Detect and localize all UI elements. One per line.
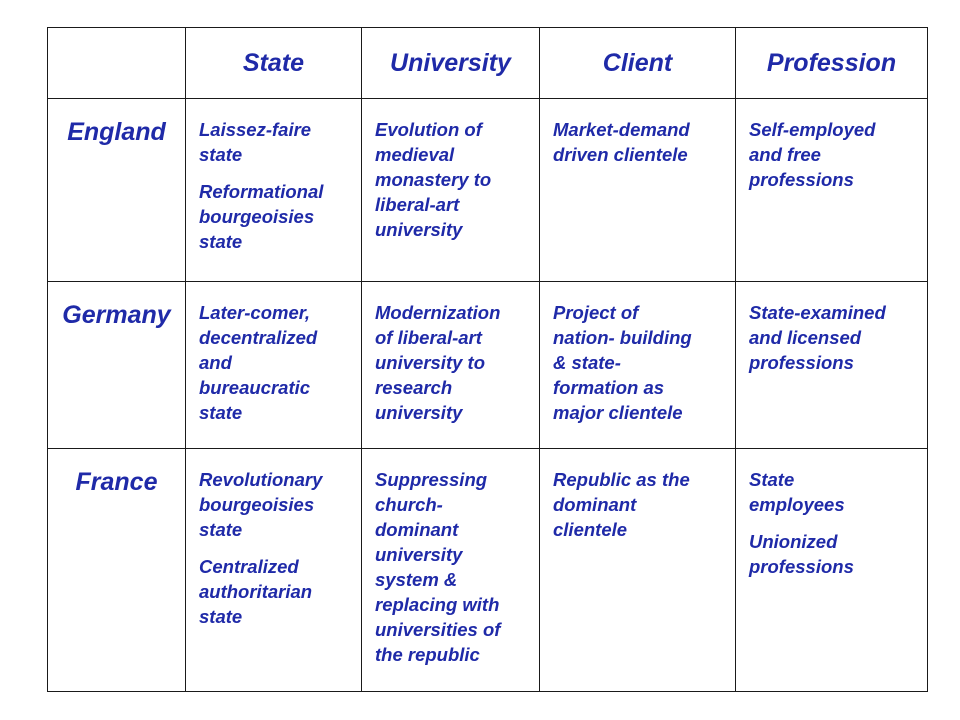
table-row <box>48 282 928 449</box>
column-header-state: State <box>186 28 362 99</box>
cell-university <box>362 449 540 692</box>
cell-paragraph: Market-demand driven clientele <box>553 119 690 165</box>
cell-paragraph: Reformational bourgeoisies state <box>199 181 324 252</box>
row-header-country: Germany <box>48 282 186 449</box>
corner-cell <box>48 28 186 99</box>
cell-university <box>362 282 540 449</box>
cell-paragraph: Later-comer, decentralized and bureaucratic state <box>199 302 318 423</box>
column-header-university: University <box>362 28 540 99</box>
cell-paragraph: Centralized authoritarian state <box>199 556 313 627</box>
cell-paragraph: State employees <box>749 469 845 515</box>
cell-paragraph: Republic as the dominant clientele <box>553 469 690 540</box>
cell-paragraph: Revolutionary bourgeoisies state <box>199 469 323 540</box>
cell-paragraph: Evolution of medieval monastery to liberal-art university <box>375 119 492 240</box>
column-header-client: Client <box>540 28 736 99</box>
header-row <box>48 28 928 99</box>
cell-profession <box>736 99 928 282</box>
cell-state <box>186 449 362 692</box>
cell-client <box>540 449 736 692</box>
cell-state <box>186 99 362 282</box>
cell-paragraph: State-examined and licensed professions <box>749 302 886 373</box>
cell-client <box>540 282 736 449</box>
table-row <box>48 99 928 282</box>
cell-university <box>362 99 540 282</box>
cell-paragraph: Suppressing church- dominant university system & replacing with universities of the republic <box>375 469 501 665</box>
cell-paragraph: Unionized professions <box>749 531 854 577</box>
row-header-country: England <box>48 99 186 282</box>
cell-profession <box>736 282 928 449</box>
row-header-country: France <box>48 449 186 692</box>
cell-client <box>540 99 736 282</box>
cell-profession <box>736 449 928 692</box>
column-header-profession: Profession <box>736 28 928 99</box>
table-row <box>48 449 928 692</box>
comparison-table <box>47 27 928 692</box>
cell-paragraph: Modernization of liberal-art university to research university <box>375 302 501 423</box>
cell-paragraph: Project of nation- building & state- formation as major clientele <box>553 302 692 423</box>
cell-paragraph: Laissez-faire state <box>199 119 312 165</box>
cell-paragraph: Self-employed and free professions <box>749 119 876 190</box>
cell-state <box>186 282 362 449</box>
